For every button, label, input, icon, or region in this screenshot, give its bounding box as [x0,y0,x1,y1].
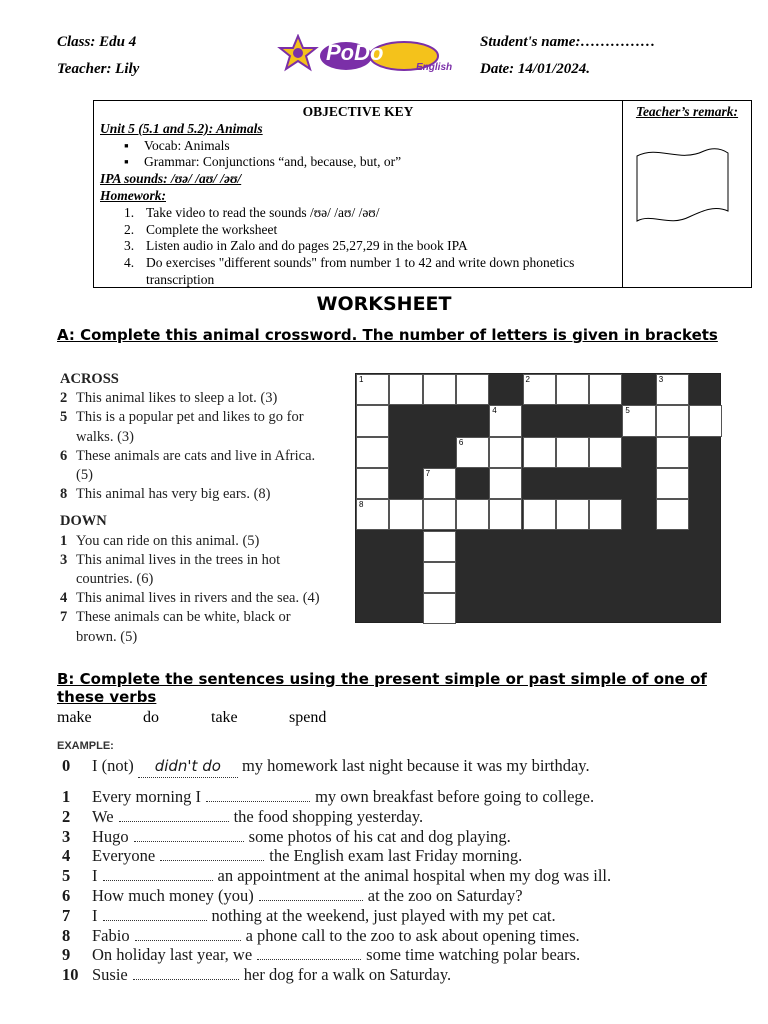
crossword-cell[interactable] [356,374,389,405]
example-label: EXAMPLE: [57,740,114,752]
answer-blank[interactable] [135,928,241,941]
answer-blank[interactable] [103,868,213,881]
answer-blank[interactable] [206,789,310,802]
verb-option: spend [289,709,327,726]
crossword-cell[interactable] [456,437,489,468]
clue-number: 2 [60,390,68,407]
crossword-cell[interactable] [389,374,422,405]
clue-number: 1 [60,532,68,549]
sentence-end: some time watching polar bears. [366,945,581,965]
clue-down [60,589,322,608]
section-a-title: A: Complete this animal crossword. The number of letters is given in brackets [57,326,718,344]
crossword-clues [60,370,322,647]
sentence-start: I [92,905,98,925]
answer-blank[interactable] [134,829,244,842]
worksheet-title: WORKSHEET [316,293,452,315]
homework-label: Homework: [100,187,166,203]
item-number: 8 [62,925,71,945]
crossword-cell[interactable] [423,374,456,405]
crossword-cell[interactable] [656,468,689,499]
item-number: 7 [62,905,71,925]
crossword-grid [355,373,721,623]
exercise-item [62,945,752,965]
teacher-label: Teacher: Lily [57,61,140,77]
clue-across [60,485,322,504]
crossword-cell[interactable] [556,374,589,405]
answer-blank[interactable] [133,967,239,980]
answer-blank[interactable] [119,809,229,822]
logo-subtext: English [416,62,453,73]
clue-down [60,551,322,589]
student-name-label: Student's name:…………… [480,34,656,50]
crossword-cell[interactable] [423,593,456,624]
sentence-end: the food shopping yesterday. [233,806,424,826]
homework-item: 1. Take video to read the sounds /ʊə/ /aʊ/ /əʊ/ [124,204,380,220]
clue-text: This animal likes to sleep a lot. (3) [76,390,278,407]
clue-across [60,408,322,446]
sentence-end: at the zoo on Saturday? [367,885,523,905]
item-number: 10 [62,965,79,985]
clue-across [60,447,322,485]
example-answer: didn't do [138,757,238,778]
crossword-cell[interactable] [689,405,722,436]
answer-blank[interactable] [103,908,207,921]
clue-text: This animal lives in the trees in hot countries. (6) [76,551,281,588]
cell-number: 5 [625,406,630,416]
crossword-cell[interactable] [489,499,522,530]
item-number: 3 [62,826,71,846]
vocab-item: ▪ Vocab: Animals [124,137,230,153]
crossword-cell[interactable] [656,499,689,530]
clue-text: This animal has very big ears. (8) [76,486,271,503]
clue-number: 6 [60,447,68,464]
crossword-cell[interactable] [423,531,456,562]
crossword-cell[interactable] [356,468,389,499]
sentence-end: a phone call to the zoo to ask about opening times. [245,925,580,945]
crossword-cell[interactable] [656,374,689,405]
item-number: 0 [62,756,71,775]
clue-text: This is a popular pet and likes to go for walks. (3) [76,409,304,445]
item-number: 1 [62,787,71,806]
cell-number: 4 [492,406,497,416]
clue-text: These animals can be white, black or brown. (5) [76,609,291,645]
section-b-title: B: Complete the sentences using the present simple or past simple of one of these verbs [57,670,707,706]
sentence-end: an appointment at the animal hospital when my dog was ill. [217,866,612,886]
homework-list [100,205,622,289]
item-number: 9 [62,945,71,965]
sentence-end: her dog for a walk on Saturday. [243,965,452,985]
cell-number: 7 [425,468,431,478]
cell-number: 3 [658,375,664,384]
exercise-item [62,926,752,946]
example-sentence [62,756,752,778]
sentence-start: Susie [92,965,128,985]
clue-down [60,608,322,646]
teacher-remark-label: Teacher’s remark: [635,104,739,119]
sentence-start: I [92,866,98,886]
objective-box [93,100,752,288]
clue-text: This animal lives in rivers and the sea. (4) [76,590,320,607]
crossword-cell[interactable] [489,437,522,468]
unit-title: Unit 5 (5.1 and 5.2): Animals [100,120,263,136]
class-label: Class: Edu 4 [57,34,137,50]
clue-text: You can ride on this animal. (5) [76,532,260,549]
objective-content [94,101,623,287]
sentence-end: my own breakfast before going to college. [315,787,595,806]
crossword-cell[interactable] [456,499,489,530]
crossword-cell[interactable] [456,374,489,405]
item-number: 6 [62,885,71,905]
cell-number: 6 [458,437,464,447]
homework-item: 2. Complete the worksheet [124,221,278,237]
sentence-end: nothing at the weekend, just played with my pet cat. [211,905,556,925]
crossword-cell[interactable] [622,405,655,436]
down-label: DOWN [60,513,107,530]
crossword-cell[interactable] [523,437,556,468]
answer-blank[interactable] [259,888,363,901]
clue-number: 8 [60,486,68,503]
exercise-list [62,787,752,985]
grammar-item: ▪ Grammar: Conjunctions “and, because, but, or” [124,154,402,170]
clue-number: 4 [60,590,68,607]
homework-text: Do exercises "different sounds" from number 1 to 42 and write down phonetics transcription [146,255,575,287]
clue-number: 7 [60,609,68,626]
homework-item: 3. Listen audio in Zalo and do pages 25,27,29 in the book IPA [124,238,468,254]
across-label: ACROSS [60,371,119,387]
remark-flag-shape [634,141,734,236]
vocab-text: Vocab: Animals [144,137,230,153]
podo-english-logo [276,34,456,78]
sentence-end: the English exam last Friday morning. [269,846,523,866]
crossword-cell[interactable] [523,374,556,405]
crossword-cell[interactable] [356,437,389,468]
verb-list [57,709,326,727]
homework-text: Take video to read the sounds /ʊə/ /aʊ/ /əʊ/ [146,204,380,220]
cell-number: 8 [359,500,364,510]
crossword-cell[interactable] [423,499,456,530]
exercise-item [62,807,752,827]
sentence-start: I (not) [92,756,134,775]
sentence-start: On holiday last year, we [92,945,253,965]
clue-text: These animals are cats and live in Africa. (5) [76,447,316,484]
sentence-start: We [92,806,114,826]
homework-text: Listen audio in Zalo and do pages 25,27,29 in the book IPA [146,238,468,254]
crossword-cell[interactable] [523,499,556,530]
crossword-cell[interactable] [489,405,522,436]
cell-number: 1 [359,375,364,384]
clue-across [60,389,322,408]
exercise-item [62,846,752,866]
clue-number: 3 [60,551,68,568]
item-number: 4 [62,846,71,866]
grammar-text: Grammar: Conjunctions “and, because, but, or” [144,154,402,170]
crossword-cell[interactable] [556,499,589,530]
sentence-start: How much money (you) [92,885,254,905]
date-label: Date: 14/01/2024. [480,61,590,77]
exercise-item [62,827,752,847]
verb-option: do [143,709,159,726]
crossword-cell[interactable] [656,405,689,436]
sentence-start: Hugo [92,826,129,846]
item-number: 5 [62,866,71,886]
crossword-cell[interactable] [656,437,689,468]
crossword-cell[interactable] [589,499,622,530]
cell-number: 2 [525,375,530,384]
crossword-cell[interactable] [589,374,622,405]
sentence-end: my homework last night because it was my birthday. [241,756,590,775]
homework-text: Complete the worksheet [146,221,278,237]
sentence-start: Every morning I [92,787,202,806]
verb-option: take [211,709,238,726]
sentence-start: Everyone [92,846,156,866]
objective-title: OBJECTIVE KEY [302,104,414,119]
verb-option: make [57,709,92,726]
ipa-title: IPA sounds: /ʊə/ /aʊ/ /əʊ/ [100,171,242,187]
clue-number: 5 [60,409,68,426]
answer-blank[interactable] [257,947,361,960]
homework-item: 4. Do exercises "different sounds" from number 1 to 42 and write down phonetics transcription [124,255,622,289]
exercise-item [62,965,752,985]
crossword-cell[interactable] [423,468,456,499]
crossword-cell[interactable] [356,405,389,436]
sentence-end: some photos of his cat and dog playing. [248,826,511,846]
logo-text: PoDo [326,40,384,65]
crossword-cell[interactable] [356,499,389,530]
sentence-start: Fabio [92,925,130,945]
crossword-cell[interactable] [389,499,422,530]
exercise-item [62,866,752,886]
exercise-item [62,886,752,906]
item-number: 2 [62,806,71,826]
answer-blank[interactable] [160,848,264,861]
exercise-item [62,906,752,926]
crossword-cell[interactable] [489,468,522,499]
crossword-cell[interactable] [556,437,589,468]
exercise-item [62,787,752,807]
clue-down [60,532,322,551]
crossword-cell[interactable] [589,437,622,468]
crossword-cell[interactable] [423,562,456,593]
